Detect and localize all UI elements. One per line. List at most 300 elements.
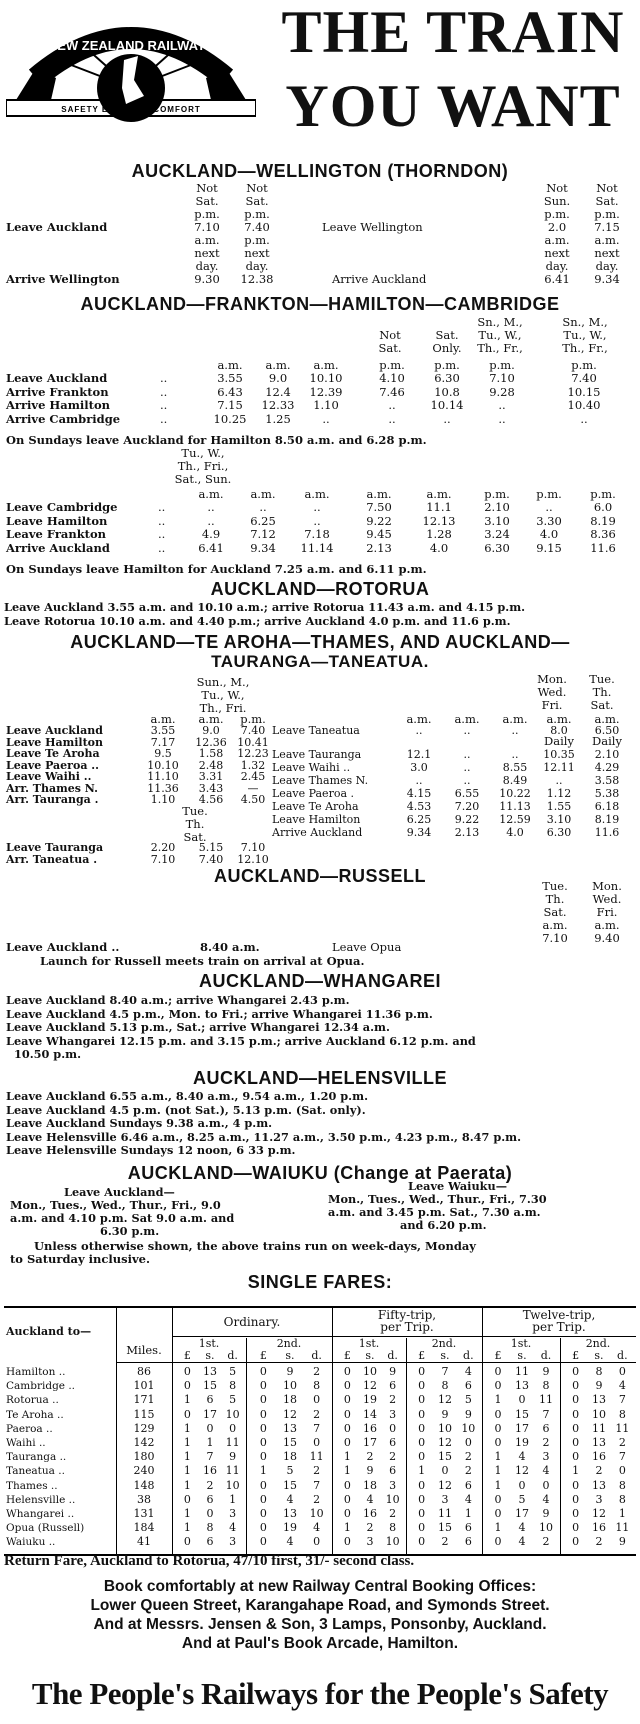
- row-label: Arr. Taneatua .: [6, 853, 98, 866]
- time: 4.53: [406, 800, 432, 813]
- fare-value: 3: [595, 1492, 603, 1506]
- ampm: a.m.: [454, 712, 480, 726]
- fare-row-name: Helensville ..: [6, 1493, 76, 1506]
- col-head: Tu., W., Th., Fri., Sat., Sun.: [174, 446, 232, 486]
- time: 1.58: [198, 747, 224, 760]
- fare-row-name: Te Aroha ..: [6, 1408, 64, 1421]
- fare-value: 5: [464, 1393, 472, 1407]
- time: 2.13: [454, 826, 480, 839]
- fare-value: 17: [202, 1407, 217, 1421]
- fare-value: 12: [437, 1436, 452, 1449]
- col-head: Not Sat.: [378, 328, 402, 355]
- time: 8.19: [594, 813, 620, 826]
- fare-miles: 38: [137, 1492, 151, 1506]
- time: 8.55: [502, 761, 528, 774]
- waiuku-leave-waiuku: and 6.20 p.m.: [400, 1218, 487, 1232]
- time: 3.24: [484, 527, 510, 541]
- ampm: a.m.: [594, 712, 620, 726]
- time: 6.30: [484, 540, 510, 555]
- weekday-note: Unless otherwise shown, the above trains run on week-days, Monday: [34, 1239, 476, 1253]
- time: 1.12: [546, 787, 572, 800]
- row-label: Arrive Frankton: [6, 384, 109, 399]
- col-head: Not: [546, 181, 568, 195]
- fare-value: 9: [595, 1379, 603, 1393]
- ampm: a.m.: [594, 918, 620, 932]
- fare-value: 1: [183, 1478, 191, 1492]
- lsd-head: £: [259, 1349, 267, 1362]
- fare-value: 11: [615, 1421, 630, 1435]
- leader: ..: [158, 500, 166, 514]
- fare-value: 17: [362, 1436, 377, 1449]
- ampm: a.m.: [544, 233, 570, 247]
- next-label: next: [594, 246, 620, 260]
- leader: ..: [160, 398, 168, 412]
- fare-value: 0: [441, 1464, 449, 1478]
- fare-value: 2: [313, 1365, 321, 1378]
- time: 10.14: [430, 398, 464, 412]
- fare-value: 0: [183, 1365, 191, 1378]
- fare-value: 0: [572, 1365, 580, 1378]
- booking-line: Lower Queen Street, Karangahape Road, and Symonds Street.: [90, 1597, 550, 1614]
- fare-value: 6: [389, 1379, 397, 1393]
- ampm: p.m.: [240, 712, 266, 726]
- fare-miles: 129: [133, 1421, 155, 1435]
- fare-value: 2: [542, 1535, 550, 1549]
- fare-value: 2: [313, 1492, 321, 1506]
- fare-group-head: Twelve-trip, per Trip.: [522, 1308, 596, 1334]
- col-head: Sat.: [195, 194, 219, 208]
- fare-value: 0: [572, 1535, 580, 1549]
- fare-value: 6: [464, 1379, 472, 1393]
- whangarei-line: Leave Auckland 4.5 p.m., Mon. to Fri.; arrive Whangarei 11.36 p.m.: [6, 1006, 433, 1021]
- fare-value: 8: [206, 1521, 214, 1535]
- row-label: Leave Opua: [332, 940, 402, 954]
- fare-value: 18: [362, 1478, 377, 1492]
- lsd-head: s.: [440, 1349, 450, 1362]
- fare-value: 0: [494, 1365, 502, 1378]
- fare-value: 0: [259, 1365, 267, 1378]
- row-label: Leave Paeroa .: [272, 787, 355, 800]
- fare-value: 8: [389, 1521, 397, 1535]
- time: ..: [207, 500, 215, 514]
- time: 11.36: [147, 781, 179, 795]
- lsd-head: s.: [365, 1349, 375, 1362]
- table-divider: [560, 1338, 561, 1554]
- time: 2.48: [198, 758, 224, 772]
- fare-value: 0: [572, 1436, 580, 1449]
- fare-value: 3: [366, 1535, 374, 1549]
- time: 4.0: [429, 540, 449, 555]
- time: 10.35: [543, 748, 575, 761]
- col-head: Not: [246, 181, 268, 195]
- fare-value: 0: [343, 1393, 351, 1407]
- time: ..: [555, 774, 563, 787]
- logo-text-top: NEW ZEALAND RAILWAYS: [47, 38, 215, 53]
- whangarei-line: 10.50 p.m.: [14, 1047, 82, 1061]
- fare-value: 0: [494, 1535, 502, 1549]
- time: 2.13: [366, 540, 392, 555]
- fare-value: 15: [282, 1478, 297, 1492]
- fare-value: 0: [572, 1450, 580, 1464]
- row-label: Leave Waihi ..: [6, 770, 92, 783]
- time: 10.10: [309, 371, 343, 385]
- leader: ..: [158, 513, 166, 528]
- lsd-head: s.: [517, 1349, 527, 1362]
- fare-value: 19: [362, 1393, 377, 1407]
- fare-row-name: Cambridge ..: [6, 1380, 76, 1393]
- waiuku-leave-waiuku: a.m. and 3.45 p.m. Sat., 7.30 a.m.: [328, 1205, 541, 1219]
- row-label: Leave Auckland: [6, 724, 103, 737]
- fare-value: 2: [389, 1507, 397, 1520]
- lsd-head: d.: [387, 1349, 398, 1362]
- fare-value: 1: [183, 1464, 191, 1478]
- time: ..: [511, 724, 519, 737]
- fare-value: 8: [618, 1478, 626, 1492]
- fare-value: 7: [313, 1478, 321, 1492]
- col-head: Sat. Only.: [432, 328, 462, 355]
- fare-value: 0: [183, 1492, 191, 1506]
- fare-value: 1: [494, 1450, 502, 1464]
- time: ..: [388, 411, 396, 426]
- section-title-tauranga: TAURANGA—TANEATUA.: [211, 652, 429, 671]
- time: 6.30: [546, 826, 572, 839]
- fare-value: 1: [343, 1464, 351, 1478]
- time: 9.30: [194, 272, 220, 286]
- time: 3.10: [546, 813, 572, 826]
- ampm: a.m.: [250, 487, 276, 501]
- time: 9.22: [366, 513, 392, 528]
- fare-value: 3: [229, 1535, 237, 1549]
- waiuku-leave-waiuku: Mon., Tues., Wed., Thur., Fri., 7.30: [328, 1192, 547, 1206]
- booking-line: And at Messrs. Jensen & Son, 3 Lamps, Ponsonby, Auckland.: [93, 1616, 547, 1633]
- fare-value: 1: [183, 1450, 191, 1464]
- fare-value: 8: [595, 1365, 603, 1378]
- fare-value: 3: [389, 1407, 397, 1421]
- col-head: Sun.: [543, 194, 571, 208]
- fare-value: 0: [418, 1450, 426, 1464]
- fare-value: 4: [313, 1521, 321, 1535]
- col-head: Mon. Wed. Fri.: [537, 672, 567, 712]
- fare-value: 9: [618, 1535, 626, 1549]
- time: ..: [415, 724, 423, 737]
- time: 7.40: [240, 724, 266, 737]
- time: 10.41: [237, 735, 269, 749]
- time: 6.18: [594, 800, 620, 813]
- time: ..: [388, 398, 396, 412]
- fare-value: 2: [618, 1436, 626, 1449]
- col-head: Sun., M., Tu., W., Th., Fri.: [196, 675, 250, 715]
- fare-value: 0: [343, 1507, 351, 1520]
- fare-value: 0: [572, 1393, 580, 1407]
- fare-value: 0: [259, 1478, 267, 1492]
- miles-head: Miles.: [126, 1343, 162, 1357]
- fare-value: 19: [282, 1521, 297, 1535]
- time: 7.10: [542, 931, 568, 945]
- fare-value: 3: [389, 1478, 397, 1492]
- fare-value: 1: [259, 1464, 267, 1478]
- fare-value: 0: [343, 1421, 351, 1435]
- lsd-head: d.: [311, 1349, 322, 1362]
- fare-value: 1: [494, 1478, 502, 1492]
- fare-value: 13: [515, 1379, 529, 1393]
- fare-value: 10: [282, 1379, 297, 1393]
- row-label: Leave Waihi ..: [272, 761, 351, 774]
- time: 2.45: [240, 770, 266, 783]
- fare-value: 2: [366, 1450, 374, 1464]
- time: 6.41: [198, 540, 224, 555]
- time: 6.41: [544, 272, 570, 286]
- fare-value: 0: [259, 1421, 267, 1435]
- time: 12.4: [265, 384, 291, 399]
- fare-value: 3: [229, 1507, 237, 1520]
- time: 9.45: [366, 527, 392, 541]
- fare-value: 16: [591, 1521, 606, 1535]
- fare-miles: 142: [133, 1436, 155, 1449]
- time: 3.43: [198, 781, 224, 795]
- lsd-head: d.: [617, 1349, 628, 1362]
- fare-value: 6: [206, 1393, 214, 1407]
- fare-value: 15: [437, 1450, 452, 1464]
- daily-label: Daily: [544, 734, 574, 748]
- fare-value: 8: [618, 1407, 626, 1421]
- time: 6.25: [406, 813, 432, 826]
- ampm: a.m.: [594, 233, 620, 247]
- time: 9.0: [268, 371, 288, 385]
- ampm: a.m.: [194, 233, 220, 247]
- time: 2.10: [484, 500, 510, 514]
- time: 4.50: [240, 793, 266, 806]
- time: 1.28: [426, 527, 452, 541]
- fare-value: 2: [464, 1464, 472, 1478]
- fare-value: 2: [366, 1521, 374, 1535]
- fare-value: 0: [343, 1365, 351, 1378]
- time: 12.13: [422, 513, 456, 528]
- leader: ..: [160, 411, 168, 426]
- whangarei-line: Leave Auckland 8.40 a.m.; arrive Whangarei 2.43 p.m.: [6, 993, 350, 1007]
- time: 3.31: [198, 770, 224, 783]
- fare-value: 19: [515, 1436, 529, 1449]
- row-label: Leave Hamilton: [272, 813, 361, 826]
- fare-value: 17: [515, 1421, 529, 1435]
- fare-value: 0: [418, 1478, 426, 1492]
- sunday-note: On Sundays leave Auckland for Hamilton 8.50 a.m. and 6.28 p.m.: [6, 433, 427, 447]
- class-head: 2nd.: [585, 1337, 611, 1350]
- ampm: p.m.: [194, 207, 220, 221]
- time: 6.0: [593, 500, 613, 514]
- fare-value: 10: [309, 1507, 324, 1520]
- fare-row-name: Tauranga ..: [6, 1451, 67, 1464]
- lsd-head: £: [572, 1349, 580, 1362]
- row-label: Leave Auckland ..: [6, 940, 120, 954]
- fare-value: 5: [518, 1492, 526, 1506]
- time: 10.25: [213, 411, 247, 426]
- fare-value: 12: [437, 1478, 452, 1492]
- fare-row-name: Hamilton ..: [6, 1366, 66, 1378]
- fare-value: 0: [343, 1535, 351, 1549]
- time: 8.0: [550, 724, 568, 737]
- row-label: Leave Auckland: [6, 371, 108, 385]
- ampm: a.m.: [198, 487, 224, 501]
- time: 4.15: [406, 787, 432, 800]
- fare-value: 0: [259, 1535, 267, 1549]
- next-label: next: [194, 246, 220, 260]
- class-head: 2nd.: [276, 1337, 302, 1350]
- fare-value: 0: [418, 1393, 426, 1407]
- fare-value: 13: [591, 1436, 606, 1449]
- time: 4.56: [198, 793, 224, 806]
- ampm: a.m.: [150, 712, 176, 726]
- time: 6.55: [454, 787, 480, 800]
- fare-value: 13: [591, 1393, 606, 1407]
- fare-value: 11: [591, 1421, 606, 1435]
- fare-value: 0: [183, 1535, 191, 1549]
- fare-value: 13: [591, 1478, 606, 1492]
- time: 7.12: [250, 527, 276, 541]
- fare-value: 10: [437, 1421, 452, 1435]
- fare-value: 1: [206, 1436, 214, 1449]
- fare-value: 2: [313, 1464, 321, 1478]
- fare-value: 0: [494, 1507, 502, 1520]
- fare-value: 5: [229, 1393, 237, 1407]
- time: 8.40 a.m.: [200, 940, 260, 954]
- time: 7.40: [198, 853, 224, 866]
- lsd-head: d.: [463, 1349, 474, 1362]
- row-label: Arrive Auckland: [6, 540, 110, 555]
- ampm: p.m.: [571, 358, 597, 372]
- row-label: Arrive Hamilton: [6, 398, 110, 412]
- fare-value: 9: [366, 1464, 374, 1478]
- single-fares-table: [4, 1306, 636, 1556]
- fare-value: 0: [313, 1436, 321, 1449]
- time: ..: [207, 513, 215, 528]
- fare-value: 16: [362, 1507, 377, 1520]
- col-head: Tue. Th. Sat.: [182, 804, 208, 844]
- fare-value: 2: [542, 1436, 550, 1449]
- time: 1.25: [265, 411, 291, 426]
- fare-value: 11: [539, 1393, 553, 1407]
- fare-value: 1: [183, 1436, 191, 1449]
- fare-value: 0: [418, 1379, 426, 1393]
- time: 3.58: [594, 774, 620, 787]
- fare-value: 2: [464, 1450, 472, 1464]
- time: 5.15: [198, 841, 224, 854]
- section-title-russell: AUCKLAND—RUSSELL: [214, 866, 426, 886]
- fare-value: 0: [494, 1436, 502, 1449]
- fare-value: 6: [464, 1521, 472, 1535]
- fare-value: 2: [389, 1450, 397, 1464]
- fare-value: 9: [542, 1365, 550, 1378]
- time: 10.22: [499, 787, 531, 800]
- fare-value: 4: [229, 1521, 237, 1535]
- fare-value: 15: [437, 1521, 452, 1535]
- ampm: a.m.: [304, 487, 330, 501]
- time: 7.40: [244, 220, 270, 234]
- time: ..: [498, 398, 506, 412]
- ampm: p.m.: [244, 233, 270, 247]
- whangarei-line: Leave Whangarei 12.15 p.m. and 3.15 p.m.; arrive Auckland 6.12 p.m. and: [6, 1033, 476, 1048]
- fare-value: 6: [389, 1436, 397, 1449]
- booking-offices: [0, 1577, 640, 1653]
- time: ..: [545, 500, 553, 514]
- time: ..: [463, 748, 471, 761]
- rotorua-line: Leave Rotorua 10.10 a.m. and 4.40 p.m.; arrive Auckland 4.0 p.m. and 11.6 p.m.: [4, 614, 511, 628]
- fare-row-name: Opua (Russell): [6, 1522, 85, 1535]
- fare-value: 0: [418, 1492, 426, 1506]
- fare-value: 0: [259, 1521, 267, 1535]
- fare-value: 0: [572, 1507, 580, 1520]
- time: 7.15: [594, 220, 620, 234]
- waiuku-leave-auckland: Mon., Tues., Wed., Thur., Fri., 9.0: [10, 1198, 221, 1212]
- fare-value: 0: [572, 1421, 580, 1435]
- ampm: p.m.: [489, 358, 515, 372]
- time: 12.33: [261, 398, 295, 412]
- sunday-note: On Sundays leave Hamilton for Auckland 7.25 a.m. and 6.11 p.m.: [6, 562, 427, 576]
- fare-value: 4: [518, 1450, 526, 1464]
- fare-value: 13: [282, 1421, 297, 1435]
- fare-value: 0: [259, 1507, 267, 1520]
- fare-value: 2: [595, 1464, 603, 1478]
- fare-value: 7: [618, 1450, 626, 1464]
- time: 4.10: [379, 371, 405, 385]
- fare-value: 10: [385, 1492, 400, 1506]
- fare-value: 0: [183, 1407, 191, 1421]
- fare-value: 0: [343, 1492, 351, 1506]
- time: 10.10: [147, 758, 179, 772]
- time: 9.22: [454, 813, 480, 826]
- time: ..: [498, 411, 506, 426]
- class-head: 1st.: [198, 1337, 220, 1350]
- fare-value: 0: [418, 1507, 426, 1520]
- fare-value: 1: [183, 1521, 191, 1535]
- lsd-head: s.: [285, 1349, 295, 1362]
- time: 9.0: [202, 724, 220, 737]
- time: 4.29: [594, 761, 620, 774]
- fare-value: 11: [615, 1521, 630, 1535]
- next-label: next: [244, 246, 270, 260]
- lsd-head: £: [343, 1349, 351, 1362]
- fare-value: 14: [362, 1407, 377, 1421]
- table-divider: [116, 1362, 636, 1363]
- time: 7.40: [571, 371, 597, 385]
- fare-value: 9: [229, 1450, 237, 1464]
- time: 7.10: [489, 371, 515, 385]
- time: ..: [511, 748, 519, 761]
- fare-value: 8: [229, 1379, 237, 1393]
- helensville-line: Leave Helensville 6.46 a.m., 8.25 a.m., 11.27 a.m., 3.50 p.m., 4.23 p.m., 8.47 p.m.: [6, 1129, 522, 1144]
- fare-group-head: Ordinary.: [223, 1315, 281, 1329]
- class-head: 2nd.: [431, 1337, 457, 1350]
- row-label: Leave Te Aroha: [6, 747, 100, 760]
- fare-value: 0: [618, 1365, 626, 1378]
- time: 7.46: [379, 384, 405, 399]
- booking-line: Book comfortably at new Railway Central Booking Offices:: [103, 1578, 537, 1595]
- rotorua-line: Leave Auckland 3.55 a.m. and 10.10 a.m.; arrive Rotorua 11.43 a.m. and 4.15 p.m.: [4, 600, 526, 614]
- time: 1.10: [313, 398, 339, 412]
- time: ..: [313, 500, 321, 514]
- fare-value: 0: [259, 1436, 267, 1449]
- fare-row-name: Taneatua ..: [6, 1465, 65, 1478]
- fare-value: 11: [437, 1507, 452, 1520]
- time: 6.25: [250, 513, 276, 528]
- ampm: a.m.: [198, 712, 224, 726]
- time: 3.0: [410, 761, 428, 774]
- time: 1.10: [150, 793, 176, 806]
- row-label: Arr. Tauranga .: [6, 793, 99, 806]
- fare-value: 4: [518, 1521, 526, 1535]
- fare-value: 0: [206, 1507, 214, 1520]
- section-title-rotorua: AUCKLAND—ROTORUA: [210, 579, 430, 599]
- time: 11.13: [499, 800, 531, 813]
